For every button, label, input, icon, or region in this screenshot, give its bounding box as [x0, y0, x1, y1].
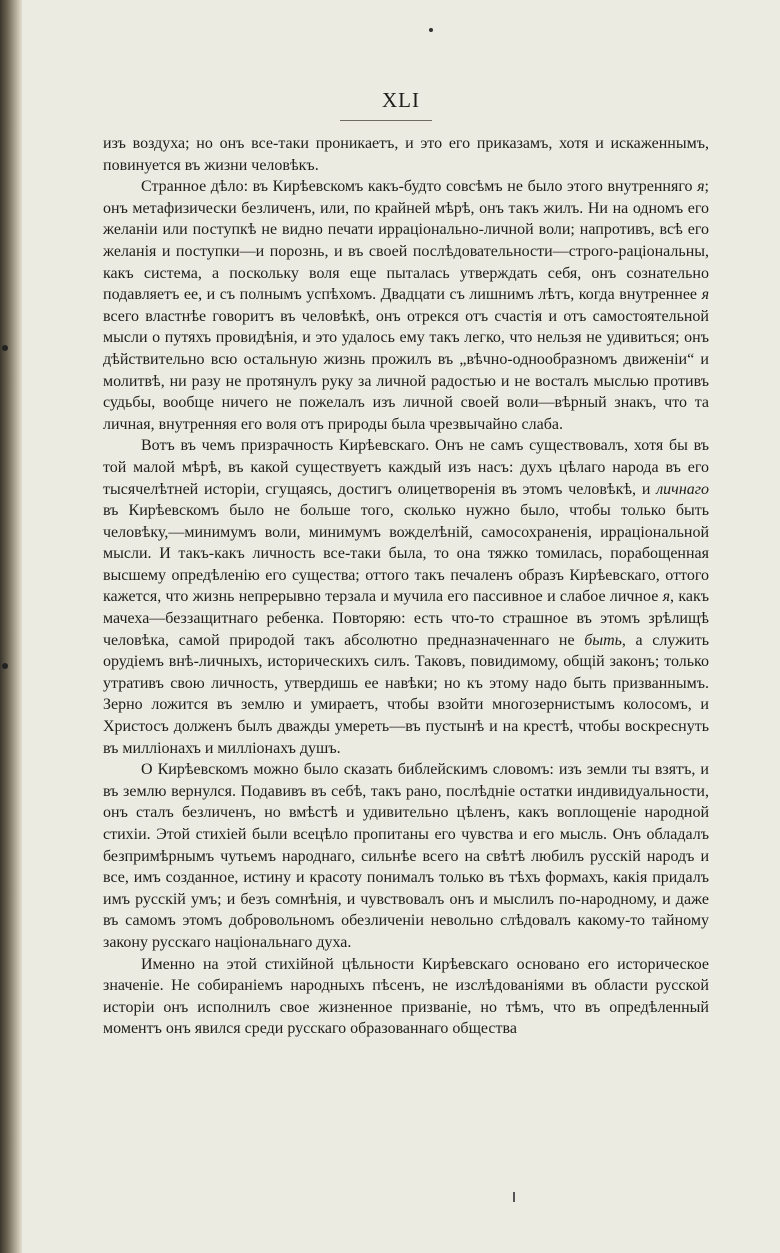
- book-page: [22, 0, 780, 1253]
- header-rule: [340, 120, 432, 121]
- print-speck: [429, 28, 433, 32]
- paragraph: Именно на этой стихійной цѣльности Кирѣевскаго основано его историческое значеніе. Не собираніемъ народныхъ пѣсенъ, не изслѣдованіями въ области русской исторіи онъ исполнилъ свое жизненное призваніе, но тѣмъ, что въ опредѣленный моментъ онъ явился среди русскаго образованнаго общества: [103, 955, 709, 1038]
- paragraph: Странное дѣло: въ Кирѣевскомъ какъ-будто совсѣмъ не было этого внутренняго я; онъ метафизически безличенъ, или, по крайней мѣрѣ, онъ такъ жилъ. Ни на одномъ его желаніи или поступкѣ не видно печати ирраціонально-личной воли; напротивъ, всѣ его желанія и поступки—и порознь, и въ своей послѣдовательности—строго-раціональны, какъ система, а поскольку воля еще пыталась утверждать себя, онъ сознательно подавляетъ ее, и съ полнымъ успѣхомъ. Двадцати съ лишнимъ лѣтъ, когда внутреннее я всего властнѣе говоритъ въ человѣкѣ, онъ отрекся отъ счастія и отъ самостоятельной мысли о путяхъ провидѣнія, и это удалось ему такъ легко, что нельзя не удивиться; онъ дѣйствительно всю остальную жизнь прожилъ въ „вѣчно-однообразномъ движеніи“ и молитвѣ, ни разу не протянулъ руку за личной радостью и не восталъ мыслью противъ судьбы, вообще ничего не пожелалъ изъ личной своей воли—вѣрный знакъ, что та личная, внутренняя его воля отъ природы была чрезвычайно слаба.: [103, 178, 709, 433]
- emphasis: личнаго: [656, 480, 709, 498]
- emphasis: быть: [584, 631, 622, 649]
- paragraph: О Кирѣевскомъ можно было сказать библейскимъ словомъ: изъ земли ты взятъ, и въ землю вернулся. Подавивъ въ себѣ, такъ рано, послѣдніе остатки индивидуальности, онъ сталъ безличенъ, но вмѣстѣ и удивительно цѣленъ, какъ воплощеніе народной стихіи. Этой стихіей были всецѣло пропитаны его чувства и его мысль. Онъ обладалъ безпримѣрнымъ чутьемъ народнаго, сильнѣе всего на свѣтѣ любилъ русскій народъ и все, имъ созданное, истину и красоту понималъ только въ тѣхъ формахъ, какія придалъ имъ русскій умъ; и безъ сомнѣнія, и чувствовалъ онъ и мыслилъ по-народному, и даже въ самомъ этомъ добровольномъ обезличеніи невольно слѣдовалъ какому-то тайному закону русскаго національнаго духа.: [103, 761, 709, 951]
- binding-hole: [2, 345, 8, 351]
- paragraph: изъ воздуха; но онъ все-таки проникаетъ, и это его приказамъ, хотя и искаженнымъ, повинуется въ жизни человѣкъ.: [103, 135, 709, 174]
- print-mark: [513, 1192, 515, 1202]
- binding-hole: [2, 663, 8, 669]
- emphasis: я: [701, 286, 709, 304]
- paragraph: Вотъ въ чемъ призрачность Кирѣевскаго. Онъ не самъ существовалъ, хотя бы въ той малой мѣрѣ, въ какой существуетъ каждый изъ насъ: духъ цѣлаго народа въ его тысячелѣтней исторіи, сгущаясь, достигъ олицетворенія въ этомъ человѣкѣ, и личнаго въ Кирѣевскомъ было не больше того, сколько нужно было, чтобы только быть человѣку,—минимумъ воли, минимумъ вожделѣній, самосохраненія, ирраціональной мысли. И такъ-какъ личность все-таки была, то она тяжко томилась, порабощенная высшему опредѣленію его существа; оттого такъ печаленъ образъ Кирѣевскаго, оттого кажется, что жизнь непрерывно терзала и мучила его пассивное и слабое личное я, какъ мачеха—беззащитнаго ребенка. Повторяю: есть что-то страшное въ этомъ зрѣлищѣ человѣка, самой природой такъ абсолютно предназначеннаго не быть, а служить орудіемъ внѣ-личныхъ, историческихъ силъ. Таковъ, повидимому, общій законъ; только утративъ свою личность, утвердишь ее навѣки; но къ этому надо быть призваннымъ. Зерно ложится въ землю и умираетъ, чтобы взойти многозернистымъ колосомъ, и Христосъ долженъ былъ дважды умереть—въ пустынѣ и на крестѣ, чтобы воскреснуть въ милліонахъ и милліонахъ душъ.: [103, 437, 709, 757]
- emphasis: я: [697, 178, 705, 196]
- emphasis: я: [662, 588, 671, 606]
- body-text: [103, 133, 709, 1040]
- book-spine-shadow: [0, 0, 22, 1253]
- page-number: XLI: [382, 88, 420, 112]
